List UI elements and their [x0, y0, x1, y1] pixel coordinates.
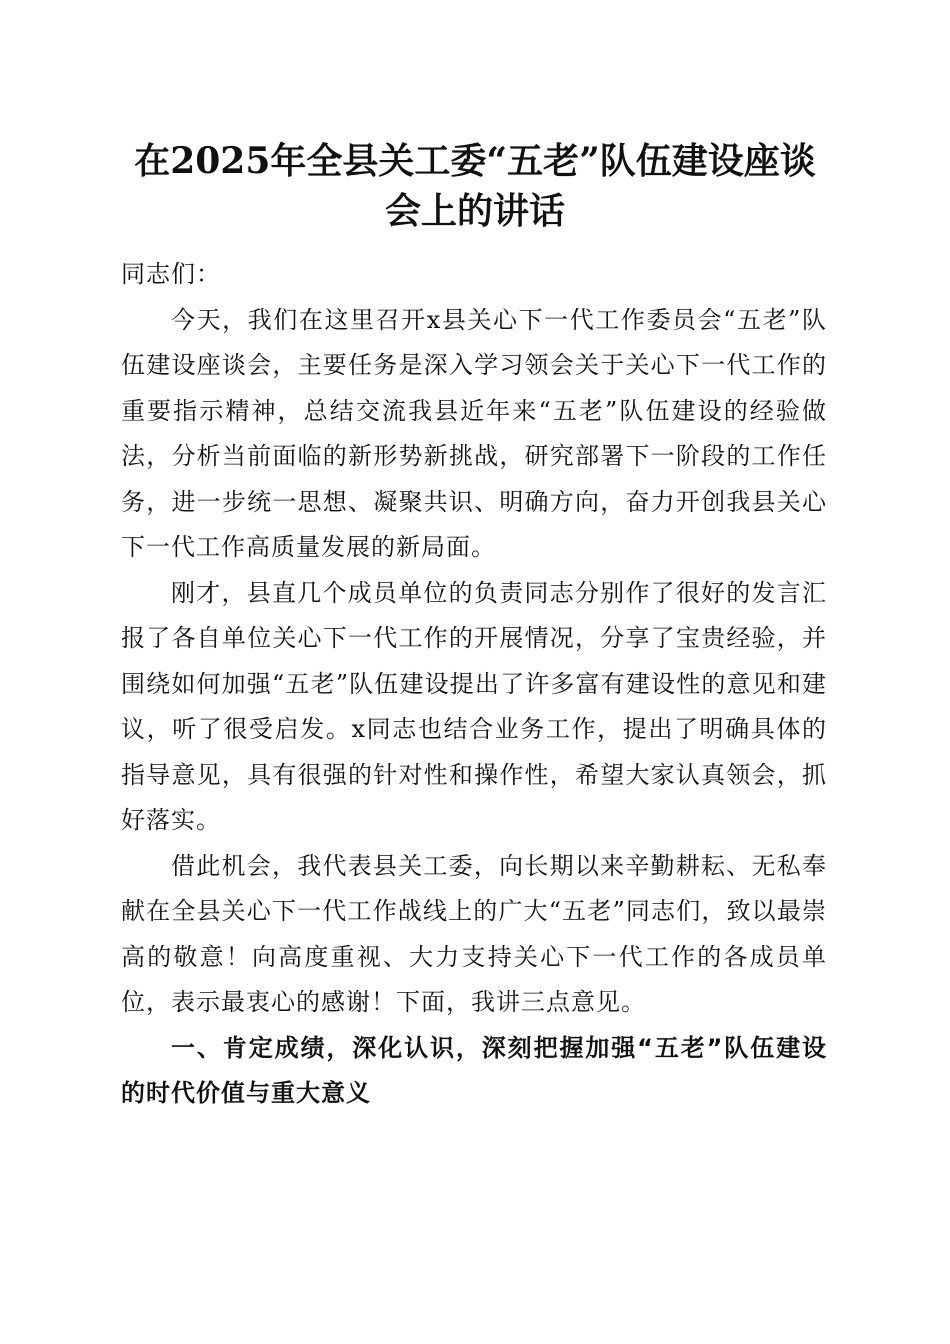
- title-line-2: 会上的讲话: [384, 190, 565, 232]
- document-body: [121, 252, 827, 1117]
- salutation: 同志们：: [121, 260, 221, 288]
- title-line-1: 在2025年全县关工委“五老”队伍建设座谈: [134, 140, 816, 182]
- document-title: [100, 136, 850, 236]
- paragraph-3: 借此机会，我代表县关工委，向长期以来辛勤耕耘、无私奉献在全县关心下一代工作战线上的广大“五老”同志们，致以最崇高的敬意！向高度重视、大力支持关心下一代工作的各成员单位，表示最衷心的感谢！下面，我讲三点意见。: [121, 851, 827, 1016]
- paragraph-1: 今天，我们在这里召开x县关心下一代工作委员会“五老”队伍建设座谈会，主要任务是深入学习领会关于关心下一代工作的重要指示精神，总结交流我县近年来“五老”队伍建设的经验做法，分析当前面临的新形势新挑战，研究部署下一阶段的工作任务，进一步统一思想、凝聚共识、明确方向，奋力开创我县关心下一代工作高质量发展的新局面。: [121, 305, 827, 561]
- section-heading-1: 一、肯定成绩，深化认识，深刻把握加强“五老”队伍建设的时代价值与重大意义: [121, 1033, 827, 1107]
- paragraph-2: 刚才，县直几个成员单位的负责同志分别作了很好的发言汇报了各自单位关心下一代工作的开展情况，分享了宝贵经验，并围绕如何加强“五老”队伍建设提出了许多富有建设性的意见和建议，听了很受启发。x同志也结合业务工作，提出了明确具体的指导意见，具有很强的针对性和操作性，希望大家认真领会，抓好落实。: [121, 578, 827, 834]
